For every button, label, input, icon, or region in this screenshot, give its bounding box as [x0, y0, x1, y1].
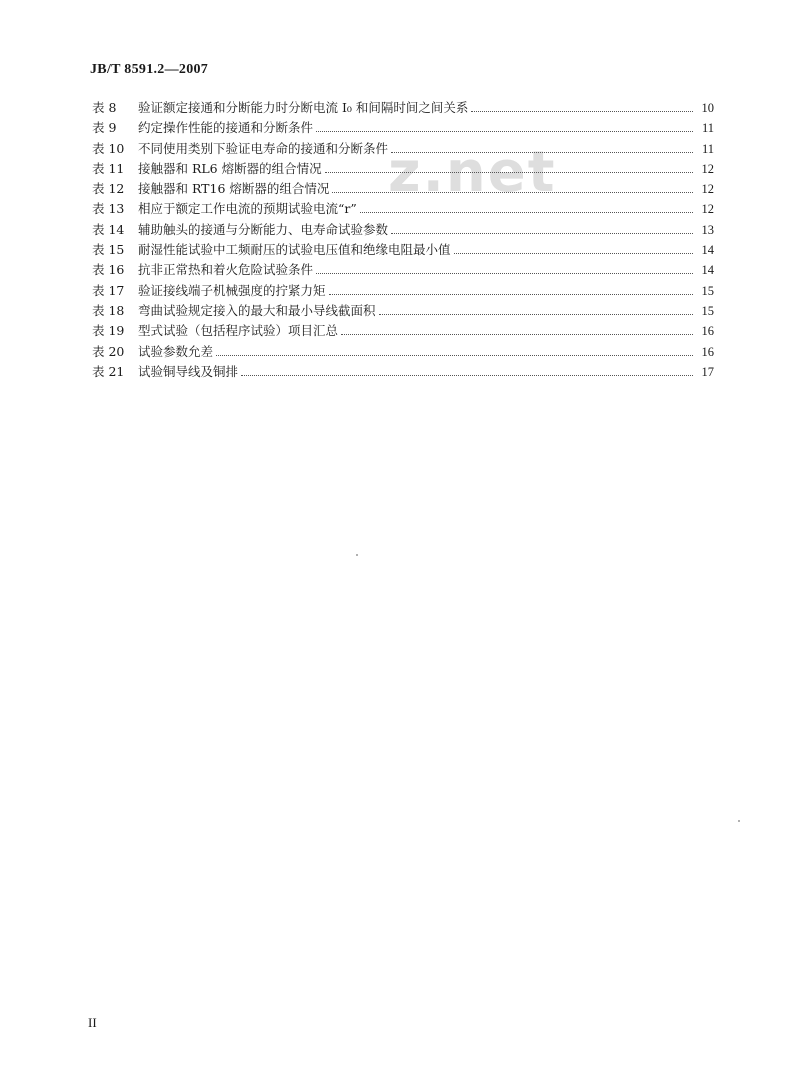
scan-speck	[738, 820, 740, 822]
toc-entry-number: 表 16	[92, 262, 125, 278]
toc-dot-leader	[454, 253, 693, 254]
toc-entry-page: 12	[701, 161, 714, 176]
toc-entry-number: 表 13	[92, 201, 125, 217]
toc-entry-number: 表 18	[92, 302, 125, 318]
toc-entry	[92, 220, 714, 240]
toc-entry-page: 15	[701, 303, 714, 318]
toc-entry-page: 11	[701, 141, 714, 156]
toc-entry	[92, 118, 714, 138]
toc-entry-page: 13	[701, 222, 714, 237]
toc-entry	[92, 281, 714, 301]
toc-entry-title: 接触器和 RL6 熔断器的组合情况	[138, 160, 322, 176]
page-number: II	[88, 1015, 97, 1030]
toc-dot-leader	[379, 314, 693, 315]
toc-entry	[92, 342, 714, 362]
toc-entry-title: 相应于额定工作电流的预期试验电流“r”	[138, 201, 357, 217]
toc-entry-title: 约定操作性能的接通和分断条件	[138, 120, 314, 136]
toc-entry	[92, 362, 714, 382]
toc-entry-number: 表 8	[92, 100, 117, 115]
toc-entry-number: 表 20	[92, 343, 125, 359]
watermark: z.net	[388, 140, 557, 205]
toc-entry-page: 12	[701, 182, 714, 197]
toc-entry-page: 14	[701, 243, 714, 258]
toc-dot-leader	[329, 294, 693, 295]
toc-entry	[92, 179, 714, 199]
toc-entry-title: 不同使用类别下验证电寿命的接通和分断条件	[138, 140, 389, 156]
toc-entry	[92, 199, 714, 219]
toc-entry	[92, 321, 714, 341]
toc-entry	[92, 159, 714, 179]
document-standard-number: JB/T 8591.2—2007	[90, 62, 209, 77]
toc-entry-page: 16	[701, 324, 714, 339]
toc-dot-leader	[471, 111, 693, 112]
toc-entry-title: 验证接线端子机械强度的拧紧力矩	[138, 282, 326, 298]
toc-entry	[92, 260, 714, 280]
toc-dot-leader	[216, 355, 693, 356]
toc-entry-title: 试验铜导线及铜排	[138, 363, 239, 379]
toc-entry-page: 10	[701, 101, 714, 115]
toc-dot-leader	[325, 172, 693, 173]
toc-entry-title: 辅助触头的接通与分断能力、电寿命试验参数	[138, 221, 389, 237]
toc-entry-page: 17	[701, 364, 714, 379]
toc-entry-number: 表 9	[92, 120, 117, 136]
toc-entry-number: 表 10	[92, 140, 125, 156]
toc-dot-leader	[341, 334, 693, 335]
toc-dot-leader	[391, 152, 693, 153]
toc-entry-title: 试验参数允差	[138, 343, 214, 359]
toc-entry	[92, 301, 714, 321]
toc-entry	[92, 240, 714, 260]
toc-entry-title: 型式试验（包括程序试验）项目汇总	[138, 323, 339, 339]
toc-entry-title: 抗非正常热和着火危险试验条件	[138, 262, 314, 278]
toc-entry-page: 16	[701, 344, 714, 359]
toc-entry-number: 表 15	[92, 242, 125, 258]
toc-dot-leader	[241, 375, 693, 376]
toc-entry-page: 15	[701, 283, 714, 298]
toc-entry-number: 表 11	[92, 160, 125, 176]
toc-entry-number: 表 19	[92, 323, 125, 339]
toc-entry	[92, 139, 714, 159]
toc-entry-number: 表 12	[92, 181, 125, 197]
toc-dot-leader	[391, 233, 693, 234]
toc-entry-title: 接触器和 RT16 熔断器的组合情况	[138, 181, 330, 197]
toc-dot-leader	[332, 192, 693, 193]
toc-entry-page: 12	[701, 202, 714, 217]
toc-entry-title: 弯曲试验规定接入的最大和最小导线截面积	[138, 302, 376, 318]
scan-speck	[356, 554, 358, 556]
toc-entry-number: 表 14	[92, 221, 125, 237]
toc-entry	[92, 98, 714, 118]
toc-entry-title: 验证额定接通和分断能力时分断电流 I₀ 和间隔时间之间关系	[138, 100, 469, 115]
toc-entry-page: 14	[701, 263, 714, 278]
toc-dot-leader	[316, 273, 693, 274]
toc-dot-leader	[316, 131, 693, 132]
toc-entry-number: 表 21	[92, 363, 125, 379]
toc-entry-number: 表 17	[92, 282, 125, 298]
toc-entry-title: 耐湿性能试验中工频耐压的试验电压值和绝缘电阻最小值	[138, 242, 451, 258]
toc-entry-page: 11	[701, 121, 714, 136]
table-of-tables	[92, 98, 714, 382]
toc-dot-leader	[360, 212, 693, 213]
